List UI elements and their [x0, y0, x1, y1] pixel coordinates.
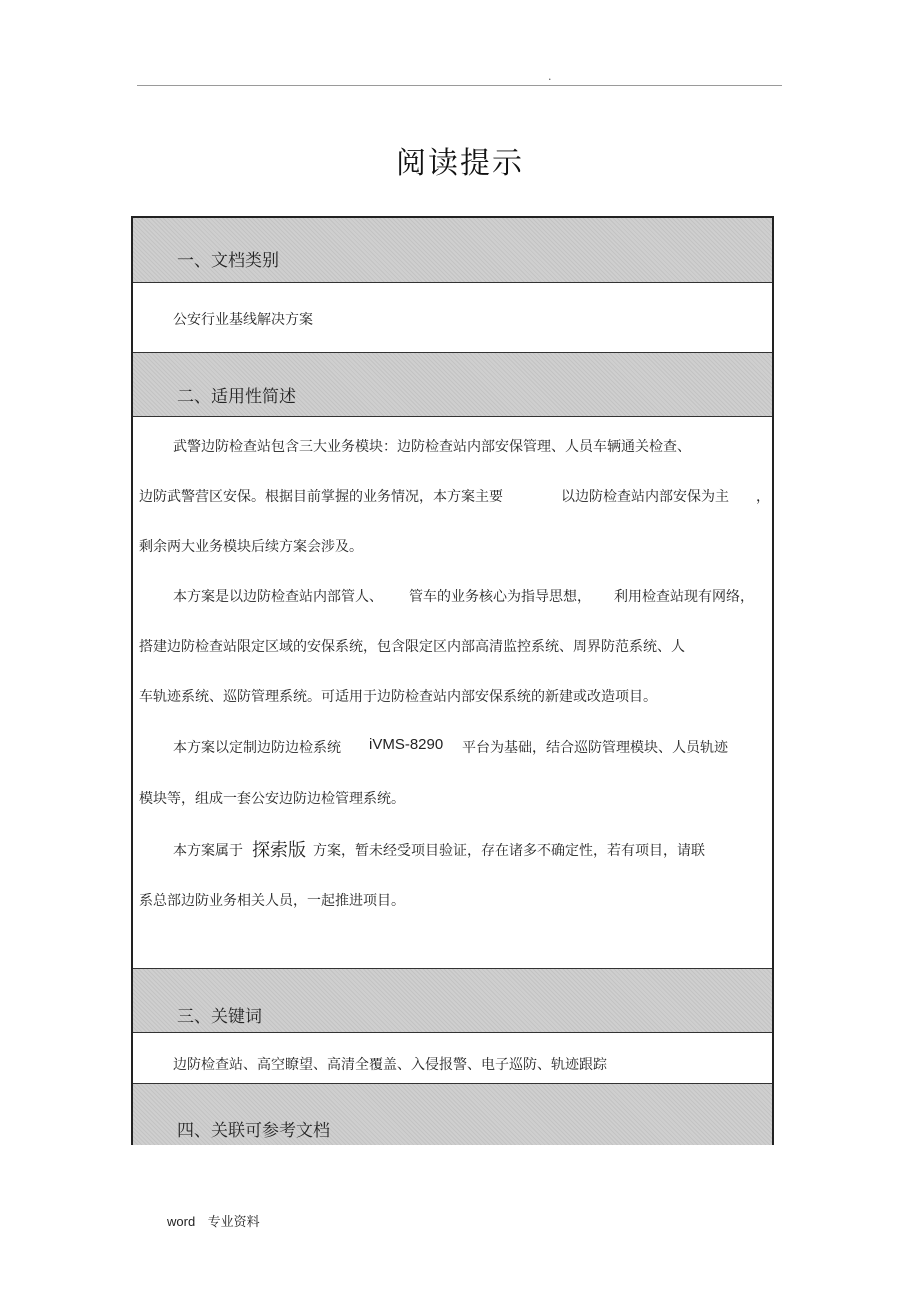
section-1-heading: 一、文档类别 — [177, 251, 279, 271]
page-title: 阅读提示 — [396, 146, 524, 181]
header-rule — [137, 85, 782, 86]
para-2-line-3: 车轨迹系统、巡防管理系统。可适用于边防检查站内部安保系统的新建或改造项目。 — [139, 689, 657, 705]
para-2-line-1a: 本方案是以边防检查站内部管人、 — [173, 589, 383, 605]
section-2-header — [133, 352, 772, 417]
para-4-line-1a: 本方案属于 — [173, 843, 243, 859]
document-category: 公安行业基线解决方案 — [173, 312, 313, 328]
para-4-line-1c: 方案，暂未经受项目验证，存在诸多不确定性，若有项目，请联 — [313, 843, 705, 859]
section-2-heading: 二、适用性简述 — [177, 387, 296, 407]
para-1-line-3: 剩余两大业务模块后续方案会涉及。 — [139, 539, 363, 555]
para-3-line-2: 模块等，组成一套公安边防边检管理系统。 — [139, 791, 405, 807]
para-1-line-2b: 以边防检查站内部安保为主 — [561, 489, 729, 505]
para-1-line-2a: 边防武警营区安保。根据目前掌握的业务情况，本方案主要 — [139, 489, 503, 505]
para-1-line-2c: ， — [756, 489, 770, 505]
para-2-line-1b: 管车的业务核心为指导思想， — [409, 589, 591, 605]
section-1-header — [133, 218, 772, 283]
para-1-line-1: 武警边防检查站包含三大业务模块：边防检查站内部安保管理、人员车辆通关检查、 — [173, 439, 691, 455]
para-3-line-1a: 本方案以定制边防边检系统 — [173, 740, 341, 756]
edition-label: 探索版 — [252, 840, 306, 861]
para-2-line-1c: 利用检查站现有网络， — [614, 589, 754, 605]
product-model: iVMS-8290 — [369, 736, 444, 753]
para-4-line-2: 系总部边防业务相关人员，一起推进项目。 — [139, 893, 405, 909]
info-table — [131, 216, 774, 1145]
section-3-heading: 三、关键词 — [177, 1007, 262, 1027]
header-dot: . — [548, 70, 552, 83]
section-3-header — [133, 968, 772, 1033]
footer-word: word — [167, 1214, 196, 1229]
footer-label: 专业资料 — [207, 1215, 260, 1230]
keywords: 边防检查站、高空瞭望、高清全覆盖、入侵报警、电子巡防、轨迹跟踪 — [173, 1057, 607, 1073]
section-4-heading: 四、关联可参考文档 — [177, 1121, 330, 1141]
para-2-line-2: 搭建边防检查站限定区域的安保系统，包含限定区内部高清监控系统、周界防范系统、人 — [139, 639, 685, 655]
page-footer — [167, 1211, 260, 1230]
section-4-header — [133, 1083, 772, 1145]
para-3-line-1c: 平台为基础，结合巡防管理模块、人员轨迹 — [462, 740, 728, 756]
